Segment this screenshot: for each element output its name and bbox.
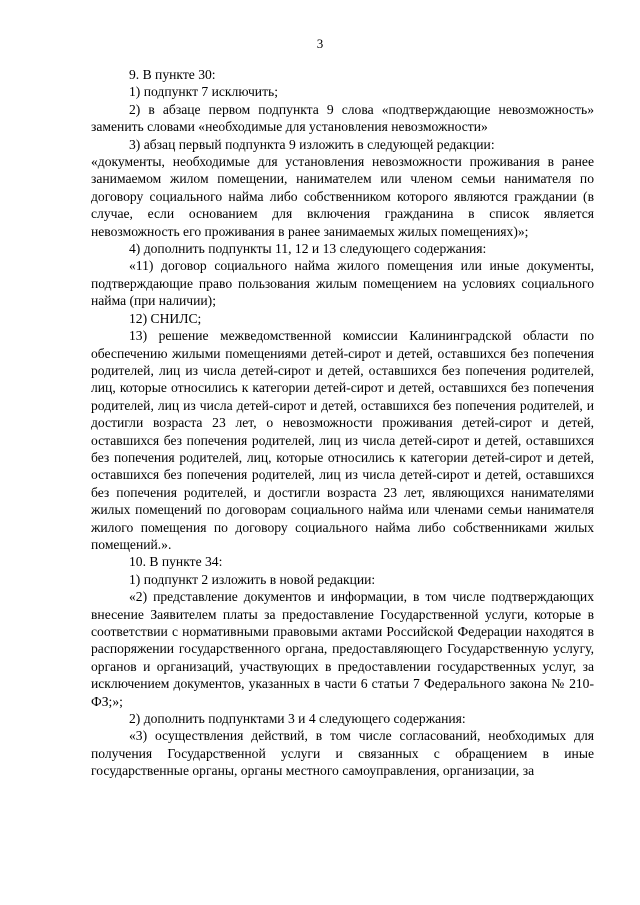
- paragraph-subitem-2-quoted: «2) представление документов и информации, в том числе подтверждающих внесение Заявителем платы за предоставление Государственной услуги, которые в соответствии с нормативными правовыми актами Российской Федерации находятся в распоряжении государственного органа, предоставляющего Государственную услугу, органов и организаций, участвующих в предоставлении государственных услуг, за исключением документов, указанных в части 6 статьи 7 Федерального закона № 210-ФЗ;»;: [91, 589, 594, 709]
- page-number: 3: [316, 36, 324, 51]
- paragraph-subitem-12: 12) СНИЛС;: [129, 310, 202, 326]
- paragraph-subitem-2: 2) в абзаце первом подпункта 9 слова «подтверждающие невозможность» заменить словами «необходимые для установления невозможности»: [91, 101, 594, 135]
- paragraph-subitem-2-add: 2) дополнить подпунктами 3 и 4 следующего содержания:: [129, 711, 466, 727]
- paragraph-subitem-4: 4) дополнить подпункты 11, 12 и 13 следующего содержания:: [129, 241, 487, 257]
- paragraph-subitem-13: 13) решение межведомственной комиссии Калининградской области по обеспечению жилыми помещениями детей-сирот и детей, оставшихся без попечения родителей, лиц из числа детей-сирот и детей, оставшихся без попечения родителей, лиц, которые относились к категории детей-сирот и детей, оставшихся без попечения родителей, лиц из числа детей-сирот и детей, оставшихся без попечения родителей, и достигли возраста 23 лет, о невозможности проживания детей-сирот и детей, оставшихся без попечения родителей, лиц из числа детей-сирот и детей, оставшихся без попечения родителей, лиц, которые относились к категории детей-сирот и детей, оставшихся без попечения родителей, лиц из числа детей-сирот и детей, оставшихся без попечения родителей, и достигли возраста 23 лет, являющихся нанимателями жилых помещений по договорам социального найма или членами семьи нанимателя жилого помещения по договору социального найма либо собственниками жилых помещений.».: [91, 328, 594, 552]
- paragraph-item-10: 10. В пункте 34:: [129, 554, 223, 570]
- paragraph-subitem-1: 1) подпункт 7 исключить;: [129, 84, 278, 100]
- paragraph-item-9: 9. В пункте 30:: [129, 67, 216, 82]
- paragraph-subitem-1-new: 1) подпункт 2 изложить в новой редакции:: [129, 571, 376, 587]
- document-body: [91, 66, 594, 780]
- paragraph-quoted-documents: «документы, необходимые для установления невозможности проживания в ранее занимаемом жилом помещении, нанимателем или членом семьи нанимателя по договору социального найма либо собственником которого являются граждании (в случае, если основанием для включения гражданина в список является невозможность его проживания в ранее занимаемых жилых помещениях)»;: [91, 154, 594, 239]
- paragraph-subitem-3-quoted: «3) осуществления действий, в том числе согласований, необходимых для получения Государственной услуги и связанных с обращением в иные государственные органы, органы местного самоуправления, организации, за: [91, 728, 594, 779]
- paragraph-subitem-11: «11) договор социального найма жилого помещения или иные документы, подтверждающие право пользования жилым помещением на условиях социального найма (при наличии);: [91, 258, 594, 309]
- paragraph-subitem-3: 3) абзац первый подпункта 9 изложить в следующей редакции:: [129, 136, 495, 152]
